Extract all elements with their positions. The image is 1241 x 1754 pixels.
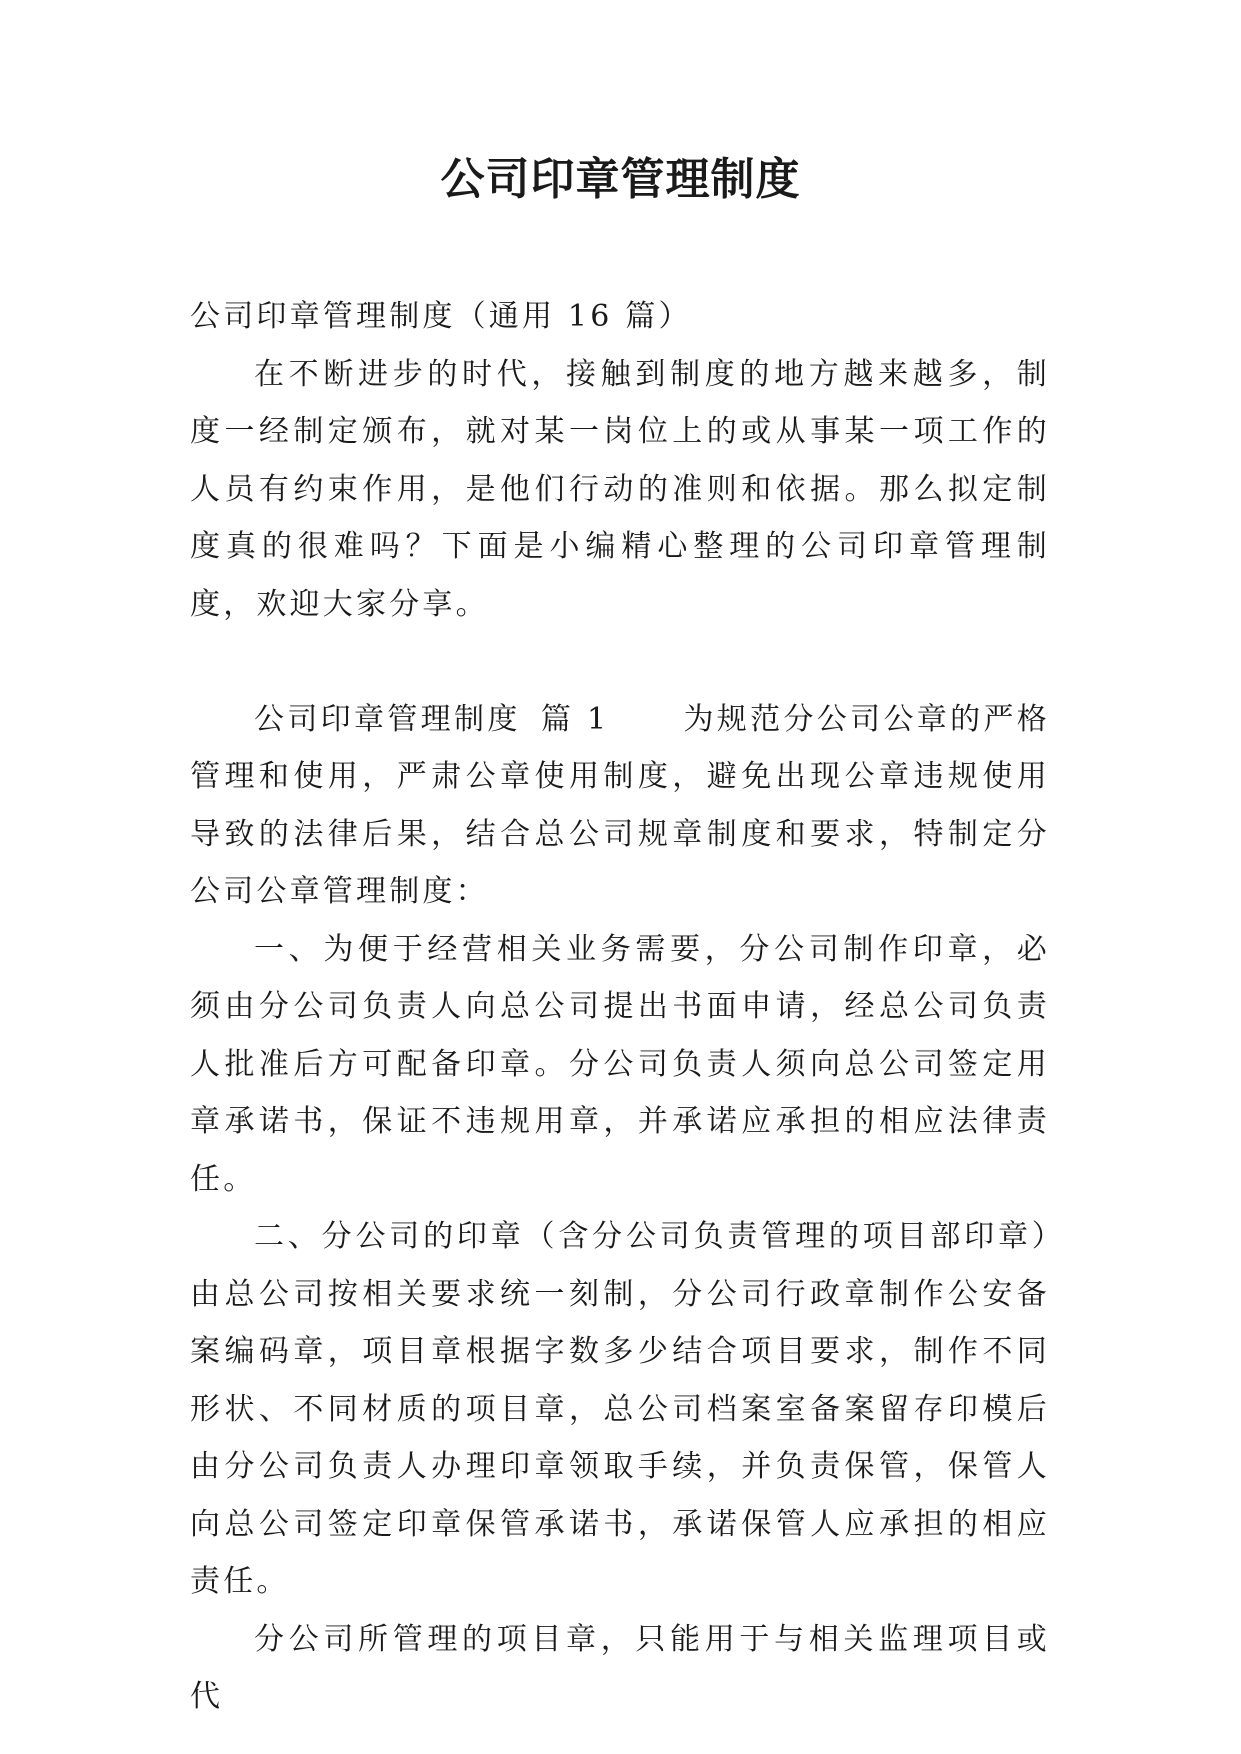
paragraph-item-1: 一、为便于经营相关业务需要，分公司制作印章，必须由分公司负责人向总公司提出书面申请，经总公司负责人批准后方可配备印章。分公司负责人须向总公司签定用章承诺书，保证不违规用章，并承诺应承担的相应法律责任。 [190, 931, 1050, 1197]
section-heading: 公司印章管理制度 [254, 701, 521, 737]
section-lead: 为规范分公司公章的严格管理和使用，严肃公章使用制度，避免出现公章违规使用导致的法律后果，结合总公司规章制度和要求，特制定分公司公章管理制度： [190, 701, 1051, 909]
section-number: 篇 1 [540, 701, 610, 737]
paragraph-item-3: 分公司所管理的项目章，只能用于与相关监理项目或代 [190, 1621, 1050, 1714]
document-subtitle: 公司印章管理制度（通用 16 篇） [190, 299, 692, 334]
document-body [190, 288, 1050, 1726]
paragraph-item-2: 二、分公司的印章（含分公司负责管理的项目部印章）由总公司按相关要求统一刻制，分公司行政章制作公安备案编码章，项目章根据字数多少结合项目要求，制作不同形状、不同材质的项目章，总公司档案室备案留存印模后由分公司负责人办理印章领取手续，并负责保管，保管人向总公司签定印章保管承诺书，承诺保管人应承担的相应责任。 [190, 1219, 1050, 1599]
section-heading-paragraph [190, 691, 1050, 921]
intro-paragraph: 在不断进步的时代，接触到制度的地方越来越多，制度一经制定颁布，就对某一岗位上的或从事某一项工作的人员有约束作用，是他们行动的准则和依据。那么拟定制度真的很难吗？下面是小编精心整理的公司印章管理制度，欢迎大家分享。 [190, 356, 1050, 622]
document-title: 公司印章管理制度 [440, 154, 801, 205]
blank-line [190, 633, 1050, 691]
